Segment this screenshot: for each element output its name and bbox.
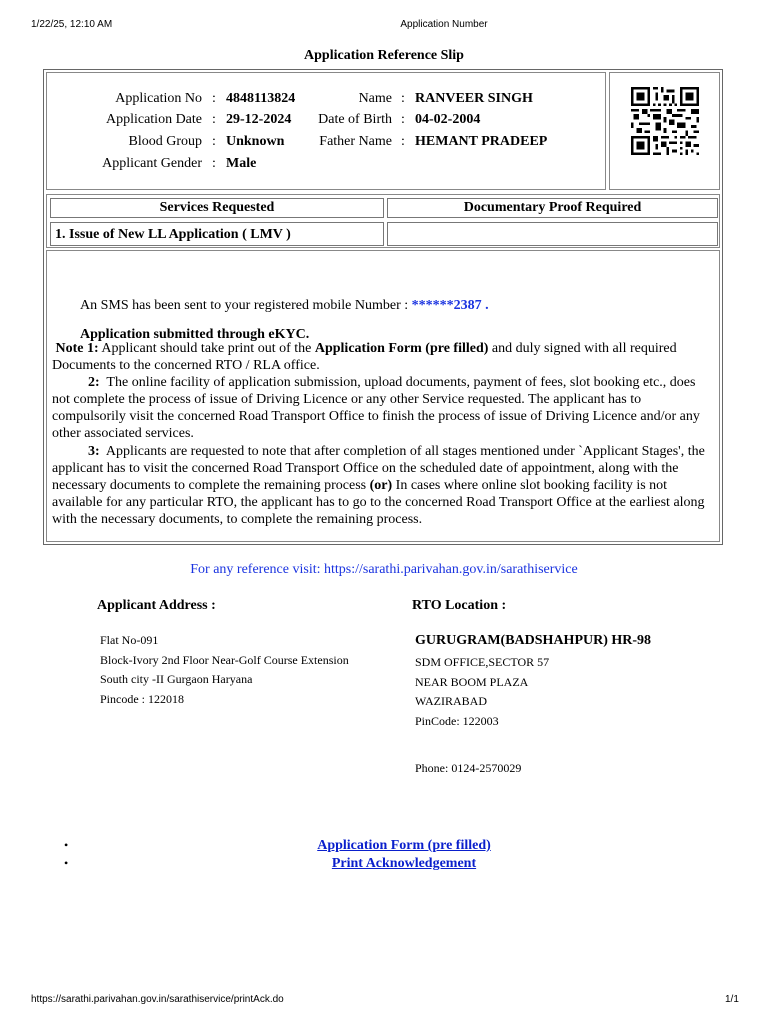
- note-1: [52, 340, 716, 374]
- father-name-label: Father Name: [319, 134, 392, 149]
- name-value: RANVEER SINGH: [415, 91, 533, 106]
- colon: :: [401, 134, 405, 149]
- print-datetime: 1/22/25, 12:10 AM: [31, 19, 113, 30]
- print-page-title: Application Number: [400, 19, 488, 30]
- colon: :: [212, 156, 216, 171]
- rto-address-line: NEAR BOOM PLAZA: [415, 674, 529, 689]
- slip-title: Application Reference Slip: [304, 48, 464, 63]
- colon: :: [212, 91, 216, 106]
- note-2-text: The online facility of application submission, upload documents, payment of fees, slot booking etc., does not complete the process of issue of Driving Licence or any other Service requested. The applicant has to compulsorily visit the concerned Road Transport Office to finish the process of issue of Driving Licence and/or any other associated services.: [52, 375, 700, 442]
- print-acknowledgement-link[interactable]: Print Acknowledgement: [331, 856, 477, 871]
- note-1-bold: Application Form (pre filled): [314, 341, 489, 356]
- application-form-link[interactable]: Application Form (pre filled): [317, 838, 491, 853]
- note-2-label: 2:: [88, 375, 100, 391]
- note-3-bold: (or): [369, 477, 393, 493]
- father-name-value: HEMANT PRADEEP: [415, 134, 548, 149]
- name-label: Name: [358, 91, 392, 106]
- rto-address: [415, 653, 549, 731]
- application-no-label: Application No: [115, 91, 202, 106]
- service-row-1: 1. Issue of New LL Application ( LMV ): [50, 222, 384, 246]
- note-3: [52, 443, 716, 528]
- address-line: South city -II Gurgaon Haryana: [100, 672, 253, 686]
- gender-value: Male: [226, 156, 257, 171]
- bullet: •: [64, 856, 69, 870]
- notes: [52, 340, 716, 528]
- dob-label: Date of Birth: [318, 112, 392, 127]
- note-1-text: Applicant should take print out of the: [101, 341, 312, 356]
- colon: :: [401, 112, 405, 127]
- rto-address-line: WAZIRABAD: [415, 694, 487, 708]
- note-1-text-b: and duly signed with all required Documents to the concerned RTO / RLA office.: [52, 341, 677, 374]
- blood-group-value: Unknown: [226, 134, 285, 149]
- applicant-address-heading: Applicant Address :: [97, 598, 216, 613]
- services-requested-header: Services Requested: [50, 198, 384, 218]
- sms-number: ******2387 .: [411, 298, 489, 313]
- colon: :: [212, 134, 216, 149]
- blood-group-label: Blood Group: [128, 134, 202, 149]
- bullet: •: [64, 838, 69, 852]
- rto-phone: Phone: 0124-2570029: [415, 761, 522, 775]
- rto-name: GURUGRAM(BADSHAHPUR) HR-98: [415, 633, 652, 648]
- application-date-value: 29-12-2024: [226, 112, 292, 127]
- gender-label: Applicant Gender: [102, 156, 202, 171]
- applicant-info-box: [46, 72, 606, 190]
- colon: :: [212, 112, 216, 127]
- print-page-number: 1/1: [725, 994, 739, 1005]
- note-1-label: Note 1:: [55, 341, 99, 356]
- proof-row-1: [387, 222, 718, 246]
- documentary-proof-header: Documentary Proof Required: [387, 198, 718, 218]
- sms-notice: [80, 298, 489, 314]
- address-line: Pincode : 122018: [100, 691, 184, 706]
- dob-value: 04-02-2004: [415, 112, 481, 127]
- address-line: Flat No-091: [100, 633, 159, 647]
- rto-address-line: SDM OFFICE,SECTOR 57: [415, 655, 550, 669]
- note-3-text-b: In cases where online slot booking facility is not available for any particular RTO, the applicant has to go to the concerned Road Transport Office at the earliest along with the necessary documents, to complete the remaining process.: [52, 477, 705, 527]
- note-2: [52, 374, 716, 442]
- colon: :: [401, 91, 405, 106]
- application-date-label: Application Date: [105, 112, 202, 127]
- sms-text: An SMS has been sent to your registered mobile Number :: [80, 298, 409, 313]
- application-no-value: 4848113824: [226, 91, 296, 106]
- reference-link-text: For any reference visit: https://sarathi.parivahan.gov.in/sarathiservice: [190, 562, 578, 577]
- rto-address-line: PinCode: 122003: [415, 713, 499, 728]
- print-url: https://sarathi.parivahan.gov.in/sarathiservice/printAck.do: [31, 994, 284, 1005]
- note-3-label: 3:: [88, 443, 100, 459]
- ekyc-notice: Application submitted through eKYC.: [80, 327, 310, 342]
- applicant-address: [100, 631, 349, 709]
- qr-code-icon: [631, 87, 699, 155]
- note-3-text: Applicants are requested to note that after completion of all stages mentioned under `Applicant Stages', the applicant has to visit the concerned Road Transport Office on the scheduled date of appointment, along with the necessary documents to complete the remaining process: [52, 443, 705, 493]
- rto-location-heading: RTO Location :: [412, 598, 507, 613]
- address-line: Block-Ivory 2nd Floor Near-Golf Course Extension: [100, 652, 349, 667]
